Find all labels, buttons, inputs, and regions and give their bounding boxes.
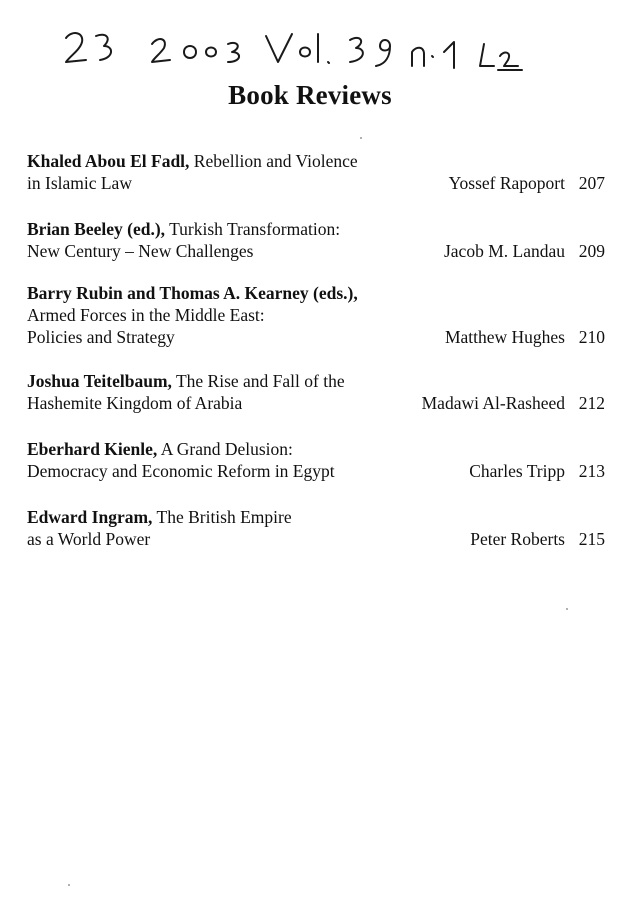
review-entry: [27, 218, 605, 262]
reviewer-name: Matthew Hughes: [444, 327, 565, 347]
book-author: Edward Ingram,: [27, 507, 153, 527]
review-entry: [27, 282, 605, 348]
scan-speck: [566, 608, 568, 610]
book-author: Joshua Teitelbaum,: [27, 371, 172, 391]
book-title-part: Democracy and Economic Reform in Egypt: [27, 461, 335, 481]
review-meta: [470, 528, 605, 550]
review-entry: [27, 506, 605, 550]
handwritten-annotation: [60, 22, 600, 82]
reviewer-name: Madawi Al-Rasheed: [421, 393, 565, 413]
review-meta: [469, 460, 605, 482]
entry-line-2: [27, 304, 605, 326]
page-number: 210: [578, 327, 605, 347]
reviewer-name: Jacob M. Landau: [443, 241, 565, 261]
page-number: 213: [578, 461, 605, 481]
entry-line-1: [27, 506, 605, 528]
reviewer-name: Peter Roberts: [470, 529, 565, 549]
book-title-part: A Grand Delusion:: [160, 439, 293, 459]
page-number: 215: [578, 529, 605, 549]
book-title-part: in Islamic Law: [27, 173, 132, 193]
book-title-part: Rebellion and Violence: [193, 151, 358, 171]
book-author: Eberhard Kienle,: [27, 439, 158, 459]
review-meta: [422, 392, 605, 414]
book-title-part: Armed Forces in the Middle East:: [27, 305, 265, 325]
entry-line-1: [27, 150, 605, 172]
scan-speck: [68, 884, 70, 886]
book-title-part: New Century – New Challenges: [27, 241, 254, 261]
review-entry: [27, 438, 605, 482]
review-entry: [27, 150, 605, 194]
book-title-part: Policies and Strategy: [27, 327, 175, 347]
reviewer-name: Charles Tripp: [469, 461, 565, 481]
book-title-part: The Rise and Fall of the: [175, 371, 345, 391]
book-title-part: Hashemite Kingdom of Arabia: [27, 393, 243, 413]
review-meta: [449, 172, 605, 194]
book-author: Brian Beeley (ed.),: [27, 219, 166, 239]
review-meta: [445, 326, 605, 348]
review-list: [27, 150, 605, 549]
review-meta: [444, 240, 605, 262]
book-title-part: as a World Power: [27, 529, 151, 549]
entry-line-1: [27, 282, 605, 304]
book-title-part: Turkish Transformation:: [169, 219, 341, 239]
review-entry: [27, 370, 605, 414]
page-number: 212: [578, 393, 605, 413]
reviewer-name: Yossef Rapoport: [448, 173, 565, 193]
entry-line-1: [27, 438, 605, 460]
entry-line-1: [27, 370, 605, 392]
page-title: Book Reviews: [228, 80, 392, 110]
entry-line-1: [27, 218, 605, 240]
page-number: 207: [578, 173, 605, 193]
scan-speck: [360, 137, 362, 139]
book-author: Barry Rubin and Thomas A. Kearney (eds.),: [27, 283, 358, 303]
book-author: Khaled Abou El Fadl,: [27, 151, 190, 171]
page-number: 209: [578, 241, 605, 261]
handwritten-annotation-drawing: [60, 22, 600, 82]
book-title-part: The British Empire: [156, 507, 292, 527]
